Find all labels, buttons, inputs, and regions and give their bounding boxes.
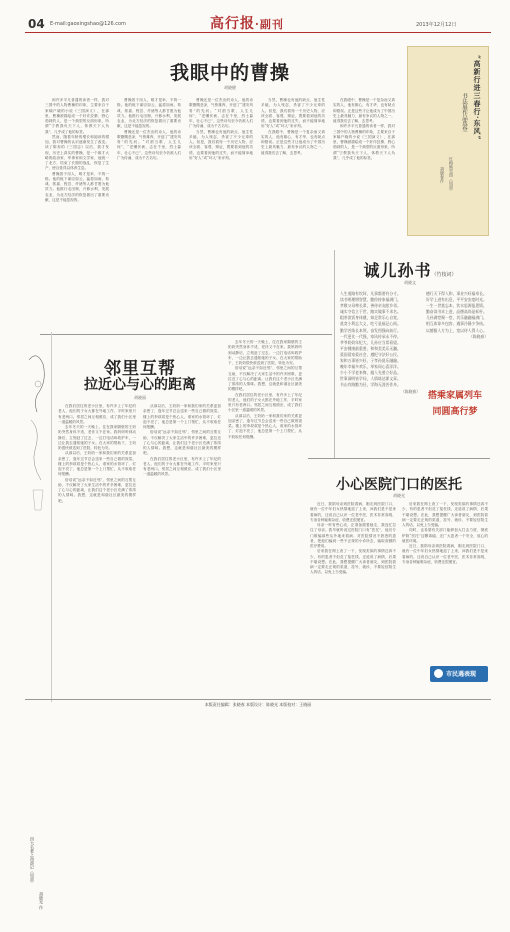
poem-line: 以德服人方为上，宽以待人得人心。: [426, 327, 487, 333]
article3-para: 近日，我陪母亲到医院看病，刚走到医院门口，就有一位中年妇女热情地迎了上来，问我们是不是来看病的，还说自己认识一位老中医，医术非常高明，专治各种疑难杂症，收费还很便宜。: [310, 502, 396, 522]
poem-line: 粗茶淡饭身体健，知足常乐心自宽。: [340, 315, 401, 321]
ink-painting-image: [25, 340, 51, 520]
article2-title-2: 拉近心与心的距离: [84, 377, 196, 393]
painting-credit: 胡晓光 作: [39, 892, 44, 910]
poem-line: 一代更比一代强，家风传承永不停。: [340, 333, 401, 339]
poem-line: 相互体谅多包容，遇事冷静少争执。: [426, 321, 487, 327]
poem-title-text: 诚儿孙书: [363, 261, 432, 280]
header-email: E-mail:gaoxingshao@126.com: [50, 21, 126, 27]
article1-col4: [261, 98, 325, 330]
poem-line: 勤奋读书求上进，品德高尚是标杆。: [426, 309, 487, 315]
article2-col3: [228, 340, 302, 696]
article2-para: 从那以后，王奶奶一家和我们家的关系更加亲密了，逢年过节总会送来一些自己做的饭菜。楼上的李叔叔是个热心人，谁家的水管坏了、灯泡不亮了，他总是第一个上门帮忙，从不收取任何报酬。: [228, 413, 302, 439]
poem-line: 晚年幸福多欢乐，举家同心喜洋洋。: [340, 364, 401, 370]
poem-source: （陈晓春）: [401, 388, 420, 394]
poem-line: 好学上进有出息，平平安安度时光。: [426, 297, 487, 303]
poem-line: 勤学苦练长本领，奋发图强向前行。: [340, 327, 401, 333]
header-date: 2013年12月12日: [416, 22, 457, 28]
article1-para: 在我眼中，曹操是一个复杂而又真实的人，他有雄心，有才华，也有缺点和错误。正是这些才让他成为了中国历史上最具魅力、最有争议的人物之一，值得我们去了解，去思考。: [261, 129, 325, 155]
article1-para: 当然，曹操也有他的缺点，他生性多疑，为人残忍，杀害了不少无辜的人。但是，我们看待一个历史人物，应该全面、客观、辩证，既要看到他的功绩，也要看到他的过失，而不能简单地用“好人”或“坏人”来评判。: [189, 129, 253, 160]
footer-text: 本版责任编辑：张晓春 本版设计：陈晓光 本版校对：王晓丽: [204, 702, 312, 707]
article2-para: 俗话说“远亲不如近邻”，邻里之间的互帮互助，不仅解决了大家生活中的许多困难，更拉近了心与心的距离，让我们这个老小区充满了浓浓的人情味。我想，这就是和谐社区最美的模样吧。: [143, 430, 221, 456]
article2-para: 从那以后，王奶奶一家和我们家的关系更加亲密了，逢年过节总会送来一些自己做的饭菜。楼上的李叔叔是个热心人，谁家的水管坏了、灯泡不亮了，他总是第一个上门帮忙，从不收取任何报酬。: [58, 451, 136, 477]
section-text: ·副刊: [255, 18, 284, 31]
poem-source: （陈晓春）: [469, 333, 488, 339]
poem-col-right: [426, 291, 488, 340]
poem-line: 德行天下得人和，事业兴旺福寿长。: [426, 291, 487, 296]
citizen-badge: [430, 666, 488, 682]
promo-line2: 同圆高行梦: [432, 407, 478, 417]
poem-line: 人生道路有坎坷，凡事都要有分寸。: [340, 291, 401, 296]
poem-col-left: [340, 291, 420, 395]
poem-line: 世事洞明皆学问，人情练达即文章。: [340, 376, 401, 382]
promo-block: [420, 388, 490, 417]
poem-author: 胡晓文: [404, 280, 416, 285]
poem-line: 儿孙满堂聚一堂，其乐融融福满门。: [426, 315, 487, 321]
poem-title: [335, 258, 485, 281]
calligraphy-banner: [407, 46, 489, 236]
poem-line: 读书明理增智慧，勤俭持家福满门。: [340, 297, 401, 303]
page-number: 04: [28, 17, 45, 31]
article2-para: 在我们居住的老小区里，有许多上了年纪的老人，他们的子女大都在外地工作，平时家里只有老两口。邻居之间互相照应，成了我们小区里一道温暖的风景。: [58, 404, 136, 424]
article1-para: 曹操善于用人，唯才是举，不拘一格。他的帐下谋臣如云，猛将如雨，荀彧、郭嘉、程昱、许褚等人都甘愿为他效力。他推行屯田制，兴修水利，发展农业，为北方经济的恢复做出了重要贡献，这是不能忽视的。: [45, 171, 109, 202]
article3-author: 胡晓光: [393, 493, 405, 498]
article3-para: 近日，我陪母亲到医院看病，刚走到医院门口，就有一位中年妇女热情地迎了上来，问我们是不是来看病的，还说自己认识一位老中医，医术非常高明，专治各种疑难杂症，收费还很便宜。: [402, 544, 488, 564]
article1-author: 胡晓健: [224, 85, 236, 90]
poem-line: 莫贪小利忘大义，吃亏是福记心间。: [340, 321, 401, 327]
article1-col3: [189, 98, 253, 330]
banner-caption: 红梅映雪图（局部）: [449, 157, 454, 193]
article1-para: 曹操还是一位杰出的诗人，他的诗歌慷慨悲凉，气势雄浑，开创了“建安风骨”的先河。“对酒当歌，人生几何”，“老骥伏枥，志在千里，烈士暮年，壮心不已”，这些诗句至今仍被人们广为传诵，成为千古名句。: [117, 129, 181, 160]
section-divider: [40, 334, 332, 335]
masthead-brand: [210, 13, 284, 33]
poem-line: 诚实守信立于世，踏实做事不求名。: [340, 309, 401, 315]
article2-title-1: 邻里互帮: [104, 359, 176, 379]
poem-line: 爷爷奶奶年纪大，儿孙应当常看望。: [340, 339, 401, 345]
article2-para: 在我们居住的老小区里，有许多上了年纪的老人，他们的子女大都在外地工作，平时家里只有老两口。邻居之间互相照应，成了我们小区里一道温暖的风景。: [228, 392, 302, 413]
poem-line: 家和万事皆兴旺，子孝孙贤乐融融。: [340, 358, 401, 364]
article3-title: 小心医院门口的医托: [336, 477, 462, 493]
citizen-badge-text: 市民遇表现: [446, 671, 477, 678]
article2-author: 胡晓丽: [134, 395, 146, 400]
article3-top-rule: [308, 458, 490, 459]
article1-para: 曹操还是一位杰出的诗人，他的诗歌慷慨悲凉，气势雄浑，开创了“建安风骨”的先河。“对酒当歌，人生几何”，“老骥伏枥，志在千里，烈士暮年，壮心不已”，这些诗句至今仍被人们广为传诵，成为千古名句。: [189, 98, 253, 129]
painting-caption: 四大名著之西游记（局部）: [30, 837, 35, 885]
banner-title: “高新行进三春行·东风”: [473, 55, 482, 141]
column-divider: [334, 250, 335, 458]
article2-para: 去年冬天的一天晚上，住在我家隔壁的王奶奶突然身体不适，老伴又不在家。我妈妈听到动静后，立刻赶了过去，一边打电话叫救护车，一边让我去通知她的子女。在大家的帮助下，王奶奶很快被送到了医院，转危为安。: [228, 340, 302, 365]
article3-para: 母亲一听有些心动，正准备跟着她走，我连忙拉住了母亲。我早就听说过医院门口有“医托”，他们专门欺骗那些从外地来看病、对医院情况不熟悉的患者，把他们骗到一些不正规的小诊所去，骗取高额的医疗费用。: [310, 523, 396, 548]
article2-para: 俗话说“远亲不如近邻”，邻里之间的互帮互助，不仅解决了大家生活中的许多困难，更拉近了心与心的距离，让我们这个老小区充满了浓浓的人情味。我想，这就是和谐社区最美的模样吧。: [228, 366, 302, 392]
article2-para: 俗话说“远亲不如近邻”，邻里之间的互帮互助，不仅解决了大家生活中的许多困难，更拉近了心与心的距离，让我们这个老小区充满了浓浓的人情味。我想，这就是和谐社区最美的模样吧。: [58, 477, 136, 503]
article2-para: 从那以后，王奶奶一家和我们家的关系更加亲密了，逢年过节总会送来一些自己做的饭菜。楼上的李叔叔是个热心人，谁家的水管坏了、灯泡不亮了，他总是第一个上门帮忙，从不收取任何报酬。: [143, 404, 221, 429]
article1-para: 当然，曹操也有他的缺点，他生性多疑，为人残忍，杀害了不少无辜的人。但是，我们看待一个历史人物，应该全面、客观、辩证，既要看到他的功绩，也要看到他的过失，而不能简单地用“好人”或“坏人”来评判。: [261, 98, 325, 129]
painting-sidebar: [25, 332, 52, 910]
header-rule: [25, 32, 491, 33]
article1-para: 和许多平凡普通的读者一样，我对三国中的人物曹操的印象，主要来自于家喻户晓的小说《三国演义》，在那里，曹操被描绘成一个奸诈狡猾、野心勃勃的人，是一个典型的反面形象，所谓“宁教我负天下人，休教天下人负我”，几乎成了他的标签。: [333, 124, 395, 160]
brand-text: 高行报: [210, 16, 255, 32]
article1-para: 然而，随着年龄的增长和阅读的增加，我对曹操的认识逐渐发生了改变。读了陈寿的《三国志》以后，我才发现，历史上真实的曹操，是一个雄才大略的政治家、军事家和文学家，他统一了北方，结束了长期的战乱，恢复了生产，使百姓得以休养生息。: [45, 134, 109, 171]
poem-line: 孝敬父母尊长辈，善待亲友睦乡邻。: [340, 303, 401, 309]
article2-para: 在我们居住的老小区里，有许多上了年纪的老人，他们的子女大都在外地工作，平时家里只有老两口。邻居之间互相照应，成了我们小区里一道温暖的风景。: [143, 456, 221, 477]
article2-col1: [58, 404, 136, 696]
citizen-badge-icon: [434, 669, 443, 678]
article1-para: 在我眼中，曹操是一个复杂而又真实的人，他有雄心，有才华，也有缺点和错误。正是这些才让他成为了中国历史上最具魅力、最有争议的人物之一，值得我们去了解，去思考。: [333, 98, 395, 123]
article1-col1: [45, 98, 109, 330]
poem-subtitle: （竹枝词）: [431, 272, 457, 278]
article2-col2: [143, 404, 221, 696]
article3-para: 后来我在网上查了一下，发现类似的事情还真不少，有的患者不但花了冤枉钱，还延误了病情，后果不堪设想。在此，我想提醒广大读者朋友，到医院看病一定要走正规的渠道，挂号、就诊，不要轻信陌生人的话，以免上当受骗。: [310, 549, 396, 575]
poem-line: 一生一世莫忘本，饮水思源报恩情。: [426, 303, 487, 309]
poem-line: 少小不学老来悔，做人先要立好品。: [340, 370, 401, 376]
article3-para: 同时，也希望有关部门能够加大打击力度，彻底铲除“医托”这颗毒瘤，还广大患者一个安全、放心的就医环境。: [402, 528, 488, 543]
article1-para: 曹操善于用人，唯才是举，不拘一格。他的帐下谋臣如云，猛将如雨，荀彧、郭嘉、程昱、许褚等人都甘愿为他效力。他推行屯田制，兴修水利，发展农业，为北方经济的恢复做出了重要贡献，这是不能忽视的。: [117, 98, 181, 129]
article3-col2: [402, 502, 488, 662]
article1-title: 我眼中的曹操: [169, 62, 290, 84]
banner-subtitle: 书法展作品选登: [461, 93, 467, 132]
article3-col1: [310, 502, 396, 696]
poem-line: 书山有路勤为径，学海无涯苦作舟。: [340, 382, 401, 388]
poem-line: 平安健康最重要，和和美美乐无疆。: [340, 345, 401, 351]
article3-para: 后来我在网上查了一下，发现类似的事情还真不少，有的患者不但花了冤枉钱，还延误了病情，后果不堪设想。在此，我想提醒广大读者朋友，到医院看病一定要走正规的渠道，挂号、就诊，不要轻信陌生人的话，以免上当受骗。: [402, 502, 488, 527]
article1-para: 和许多平凡普通的读者一样，我对三国中的人物曹操的印象，主要来自于家喻户晓的小说《三国演义》，在那里，曹操被描绘成一个奸诈狡猾、野心勃勃的人，是一个典型的反面形象，所谓“宁教我负天下人，休教天下人负我”，几乎成了他的标签。: [45, 98, 109, 134]
article1-col2: [117, 98, 181, 330]
footer-rule: [25, 699, 491, 700]
article2-para: 去年冬天的一天晚上，住在我家隔壁的王奶奶突然身体不适，老伴又不在家。我妈妈听到动静后，立刻赶了过去，一边打电话叫救护车，一边让我去通知她的子女。在大家的帮助下，王奶奶很快被送到了医院，转危为安。: [58, 425, 136, 450]
poem-line: 爱国爱家爱社会，遵纪守法好公民。: [340, 351, 401, 357]
banner-credit: 胡晓春作: [440, 167, 445, 183]
promo-line1: 搭乘家属列车: [427, 391, 482, 401]
